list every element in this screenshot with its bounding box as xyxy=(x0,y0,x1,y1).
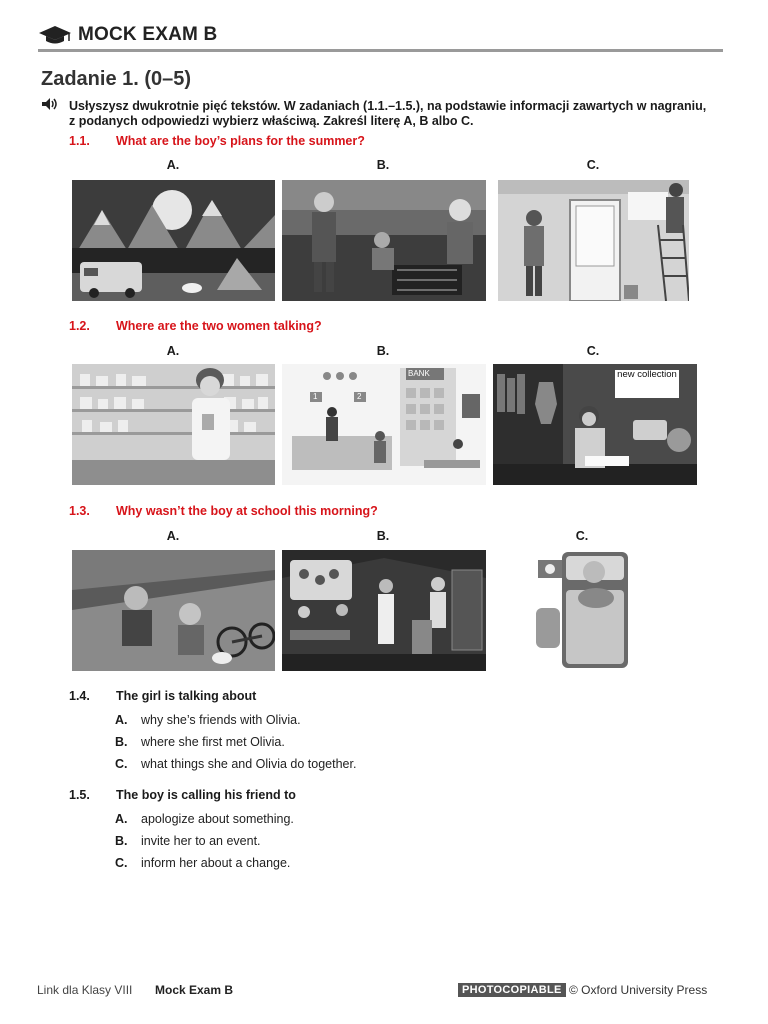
question-text: Where are the two women talking? xyxy=(116,319,322,333)
speaker-icon xyxy=(41,97,59,111)
option-letter: A. xyxy=(115,713,128,727)
camping-picture xyxy=(72,180,275,301)
photocopiable-badge: PHOTOCOPIABLE xyxy=(458,983,566,997)
question-number: 1.2. xyxy=(69,319,90,333)
painting-room-picture xyxy=(498,180,689,301)
footer-exam: Mock Exam B xyxy=(155,983,234,997)
option-text: inform her about a change. xyxy=(141,856,291,870)
vet-clinic-picture xyxy=(282,550,486,671)
counter-number: 2 xyxy=(357,392,362,401)
clothes-shop-picture xyxy=(493,364,697,485)
question-number: 1.5. xyxy=(69,788,90,802)
graduation-cap-icon xyxy=(38,24,72,46)
bike-accident-picture xyxy=(72,550,275,671)
header-title: MOCK EXAM B xyxy=(78,24,218,45)
option-text: invite her to an event. xyxy=(141,834,261,848)
option-label-c: C. xyxy=(575,529,589,543)
question-text: What are the boy’s plans for the summer? xyxy=(116,134,365,148)
option-text: apologize about something. xyxy=(141,812,294,826)
question-number: 1.3. xyxy=(69,504,90,518)
question-number: 1.4. xyxy=(69,689,90,703)
option-letter: C. xyxy=(115,856,128,870)
sick-in-bed-picture xyxy=(534,550,630,671)
bank-sign: BANK xyxy=(408,369,430,378)
shop-sign: new collection xyxy=(617,369,677,380)
option-label-a: A. xyxy=(166,158,180,172)
option-letter: C. xyxy=(115,757,128,771)
option-label-b: B. xyxy=(376,158,390,172)
option-label-c: C. xyxy=(586,344,600,358)
option-label-c: C. xyxy=(586,158,600,172)
option-letter: B. xyxy=(115,834,128,848)
option-label-b: B. xyxy=(376,529,390,543)
option-text: why she’s friends with Olivia. xyxy=(141,713,301,727)
option-label-a: A. xyxy=(166,344,180,358)
footer-course: Link dla Klasy VIII xyxy=(37,983,133,997)
option-letter: B. xyxy=(115,735,128,749)
question-text: The boy is calling his friend to xyxy=(116,788,296,802)
option-text: where she first met Olivia. xyxy=(141,735,285,749)
pharmacy-picture xyxy=(72,364,275,485)
counter-number: 1 xyxy=(313,392,318,401)
question-number: 1.1. xyxy=(69,134,90,148)
bank-picture xyxy=(282,364,486,485)
gardening-picture xyxy=(282,180,486,301)
question-text: Why wasn’t the boy at school this morning? xyxy=(116,504,378,518)
task-title: Zadanie 1. (0–5) xyxy=(41,68,192,90)
header-rule xyxy=(38,49,723,52)
option-text: what things she and Olivia do together. xyxy=(141,757,357,771)
option-label-a: A. xyxy=(166,529,180,543)
option-letter: A. xyxy=(115,812,128,826)
footer-publisher: © Oxford University Press xyxy=(569,983,708,997)
option-label-b: B. xyxy=(376,344,390,358)
task-instructions: Usłyszysz dwukrotnie pięć tekstów. W zadaniach (1.1.–1.5.), na podstawie informacji zawartych w nagraniu, z podanych odpowiedzi wybierz właściwą. Zakreśl literę A, B albo C. xyxy=(69,99,707,128)
question-text: The girl is talking about xyxy=(116,689,257,703)
